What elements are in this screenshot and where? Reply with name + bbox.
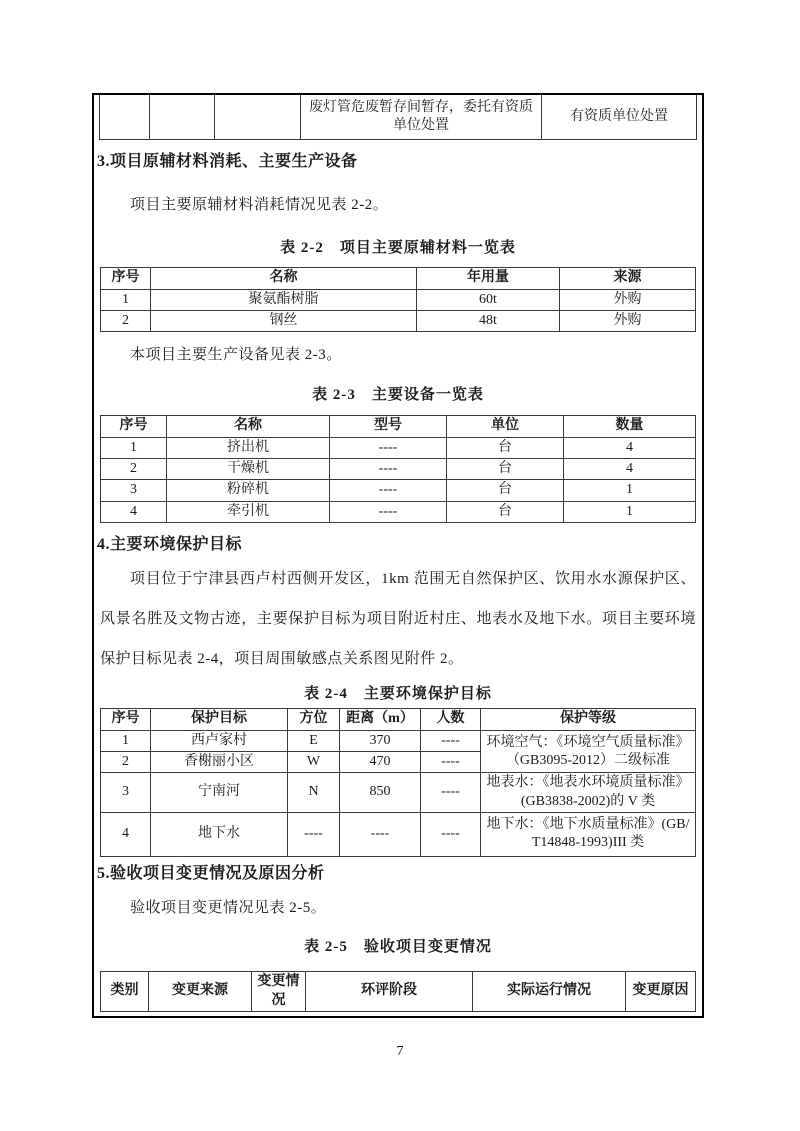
data-cell: 3 <box>101 773 151 812</box>
section-5-paragraph: 验收项目变更情况见表 2-5。 <box>130 900 327 916</box>
header-cell: 变更情况 <box>252 972 306 1012</box>
data-cell: ---- <box>330 501 447 522</box>
table-2-2 <box>100 267 696 332</box>
page-number: 7 <box>396 1044 404 1059</box>
data-cell: 台 <box>447 480 564 501</box>
data-cell: 2 <box>101 459 167 480</box>
protection-grade-groundwater-cell: 地下水：《地下水质量标准》(GB/T14848-1993)III 类 <box>481 812 696 856</box>
carryover-table <box>99 95 697 140</box>
table-2-3 <box>100 415 696 523</box>
data-cell: ---- <box>330 459 447 480</box>
header-cell: 变更来源 <box>149 972 252 1012</box>
header-cell: 方位 <box>288 709 340 731</box>
header-cell: 来源 <box>560 268 696 290</box>
table-2-5 <box>100 971 696 1012</box>
table-row <box>100 95 697 139</box>
protection-grade-air-cell: 环境空气：《环境空气质量标准》（GB3095-2012）二级标准 <box>481 731 696 773</box>
data-cell: 1 <box>564 480 696 501</box>
table-header-row <box>101 268 696 290</box>
header-cell: 环评阶段 <box>306 972 473 1012</box>
table-row <box>101 773 696 812</box>
data-cell: 1 <box>101 731 151 752</box>
data-cell: N <box>288 773 340 812</box>
empty-cell <box>150 95 215 139</box>
data-cell: 台 <box>447 459 564 480</box>
data-cell: ---- <box>330 480 447 501</box>
data-cell: E <box>288 731 340 752</box>
header-cell: 实际运行情况 <box>473 972 626 1012</box>
empty-cell <box>100 95 150 139</box>
data-cell: ---- <box>340 812 421 856</box>
data-cell: W <box>288 752 340 773</box>
data-cell: 2 <box>101 752 151 773</box>
data-cell: 1 <box>101 290 151 311</box>
table-row <box>101 311 696 332</box>
data-cell: 西卢家村 <box>151 731 288 752</box>
data-cell: 2 <box>101 311 151 332</box>
data-cell: 1 <box>564 501 696 522</box>
table-2-4 <box>100 708 696 857</box>
header-cell: 变更原因 <box>626 972 696 1012</box>
data-cell: ---- <box>330 438 447 459</box>
data-cell: 1 <box>101 438 167 459</box>
disposal-measure-cell: 废灯管危废暂存间暂存，委托有资质单位处置 <box>301 95 542 139</box>
header-cell: 距离（m） <box>340 709 421 731</box>
data-cell: 4 <box>564 438 696 459</box>
data-cell: 牵引机 <box>167 501 330 522</box>
table-2-2-wrap <box>94 267 702 332</box>
header-cell: 保护等级 <box>481 709 696 731</box>
data-cell: 4 <box>101 501 167 522</box>
data-cell: ---- <box>421 752 481 773</box>
disposal-result-cell: 有资质单位处置 <box>542 95 697 139</box>
table-row <box>101 290 696 311</box>
table-2-3-wrap <box>94 415 702 523</box>
header-cell: 型号 <box>330 416 447 438</box>
data-cell: ---- <box>421 812 481 856</box>
data-cell: 地下水 <box>151 812 288 856</box>
header-cell: 单位 <box>447 416 564 438</box>
header-cell: 保护目标 <box>151 709 288 731</box>
data-cell: 4 <box>564 459 696 480</box>
section-3-intro-materials: 项目主要原辅材料消耗情况见表 2-2。 <box>130 197 389 213</box>
data-cell: 钢丝 <box>151 311 417 332</box>
header-cell: 人数 <box>421 709 481 731</box>
section-3-intro-equipment: 本项目主要生产设备见表 2-3。 <box>130 347 342 363</box>
table-2-4-wrap <box>94 708 702 857</box>
carryover-table-wrap <box>94 95 702 140</box>
data-cell: 48t <box>417 311 560 332</box>
data-cell: 干燥机 <box>167 459 330 480</box>
header-cell: 序号 <box>101 416 167 438</box>
header-cell: 序号 <box>101 268 151 290</box>
table-row <box>101 438 696 459</box>
data-cell: 宁南河 <box>151 773 288 812</box>
data-cell: ---- <box>288 812 340 856</box>
data-cell: 850 <box>340 773 421 812</box>
data-cell: 4 <box>101 812 151 856</box>
data-cell: 60t <box>417 290 560 311</box>
table-row <box>101 812 696 856</box>
table-2-4-title: 表 2-4 主要环境保护目标 <box>304 686 492 702</box>
table-2-5-wrap <box>94 971 702 1012</box>
section-3-heading: 3.项目原辅材料消耗、主要生产设备 <box>97 153 358 170</box>
table-2-2-title: 表 2-2 项目主要原辅材料一览表 <box>280 240 516 256</box>
document-frame <box>92 93 704 1018</box>
table-header-row <box>101 709 696 731</box>
section-4-paragraph: 项目位于宁津县西卢村西侧开发区，1km 范围无自然保护区、饮用水水源保护区、风景名胜及文物古迹，主要保护目标为项目附近村庄、地表水及地下水。项目主要环境保护目标见表 2-4，项目周围敏感点关系图见附件 2。 <box>100 571 696 667</box>
data-cell: 370 <box>340 731 421 752</box>
header-cell: 年用量 <box>417 268 560 290</box>
data-cell: 外购 <box>560 311 696 332</box>
header-cell: 名称 <box>167 416 330 438</box>
protection-grade-surface-water-cell: 地表水：《地表水环境质量标准》(GB3838-2002)的 V 类 <box>481 773 696 812</box>
data-cell: ---- <box>421 731 481 752</box>
table-2-3-title: 表 2-3 主要设备一览表 <box>312 387 484 403</box>
table-header-row <box>101 416 696 438</box>
table-row <box>101 480 696 501</box>
table-header-row <box>101 972 696 1012</box>
header-cell: 名称 <box>151 268 417 290</box>
header-cell: 类别 <box>101 972 149 1012</box>
data-cell: 470 <box>340 752 421 773</box>
table-2-5-title: 表 2-5 验收项目变更情况 <box>304 939 492 955</box>
table-row <box>101 459 696 480</box>
section-5-heading: 5.验收项目变更情况及原因分析 <box>97 865 325 882</box>
data-cell: 挤出机 <box>167 438 330 459</box>
data-cell: 聚氨酯树脂 <box>151 290 417 311</box>
empty-cell <box>215 95 301 139</box>
data-cell: 台 <box>447 501 564 522</box>
data-cell: 3 <box>101 480 167 501</box>
data-cell: 外购 <box>560 290 696 311</box>
header-cell: 序号 <box>101 709 151 731</box>
data-cell: 香榭丽小区 <box>151 752 288 773</box>
table-row <box>101 731 696 752</box>
table-row <box>101 501 696 522</box>
header-cell: 数量 <box>564 416 696 438</box>
data-cell: 粉碎机 <box>167 480 330 501</box>
data-cell: ---- <box>421 773 481 812</box>
section-4-heading: 4.主要环境保护目标 <box>97 536 243 553</box>
data-cell: 台 <box>447 438 564 459</box>
